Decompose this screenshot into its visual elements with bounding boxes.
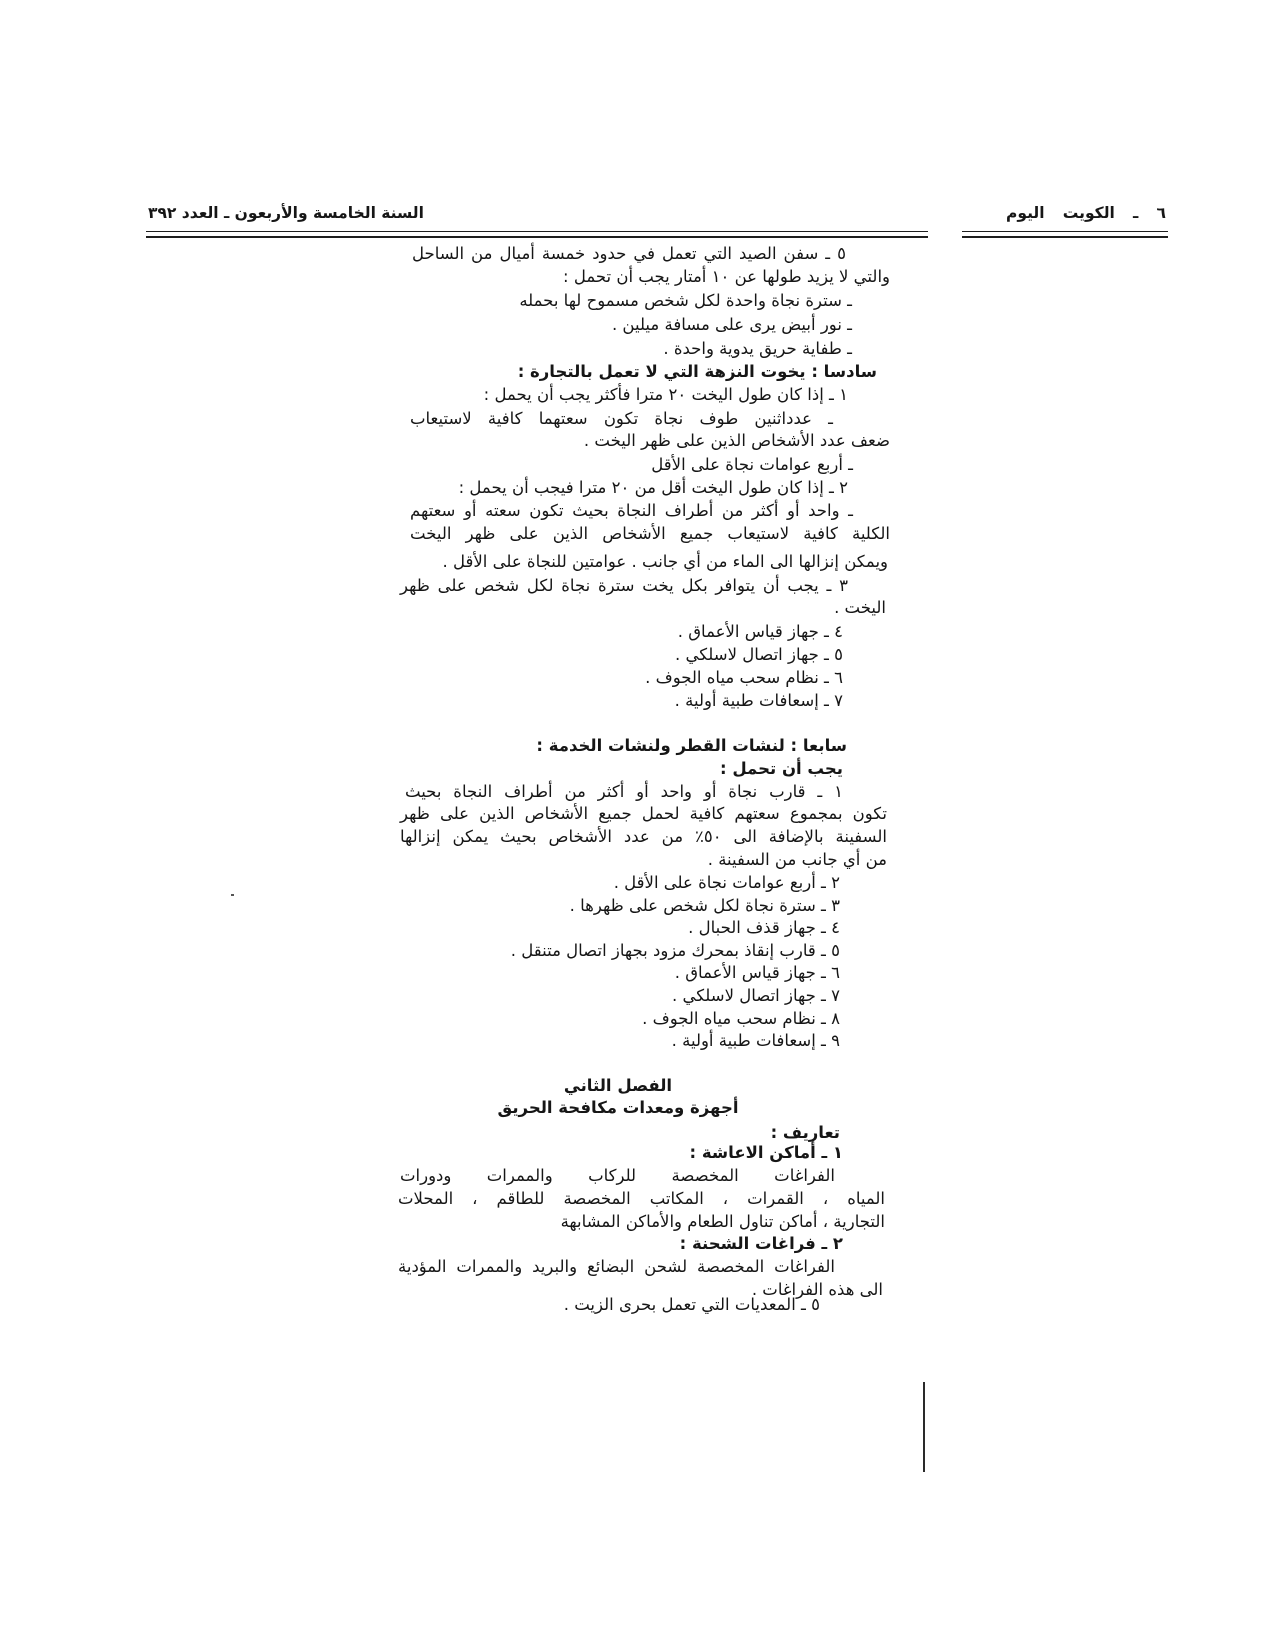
yachts-line: ويمكن إنزالها الى الماء من أي جانب . عوامتين للنجاة على الأقل . <box>442 552 888 571</box>
chapter-title: الفصل الثاني <box>563 1076 673 1095</box>
yachts-line: ضعف عدد الأشخاص الذين على ظهر اليخت . <box>583 431 890 450</box>
tugs-line: ٩ ـ إسعافات طبية أولية . <box>671 1031 840 1050</box>
yachts-line: ٦ ـ نظام سحب مياه الجوف . <box>645 668 843 687</box>
tugs-line: ٥ ـ قارب إنقاذ بمحرك مزود بجهاز اتصال متنقل . <box>510 941 840 960</box>
cargo-spaces-line: الفراغات المخصصة لشحن البضائع والبريد والممرات المؤدية <box>398 1257 835 1276</box>
tugs-line: ٤ ـ جهاز قذف الحبال . <box>688 918 840 937</box>
yachts-line: ٣ ـ يجب أن يتوافر بكل يخت سترة نجاة لكل شخص على ظهر <box>400 576 848 595</box>
definitions-heading: تعاريف : <box>770 1123 840 1142</box>
yachts-line: ٥ ـ جهاز اتصال لاسلكي . <box>674 645 843 664</box>
fishing-boats-heading-continued: والتي لا يزيد طولها عن ١٠ أمتار يجب أن تحمل : <box>563 267 890 286</box>
scan-speck <box>231 894 234 896</box>
tugs-line: ٨ ـ نظام سحب مياه الجوف . <box>642 1009 840 1028</box>
tugs-line: السفينة بالإضافة الى ٥٠٪ من عدد الأشخاص بحيث يمكن إنزالها <box>400 827 887 846</box>
issue-info: السنة الخامسة والأربعون ـ العدد ٣٩٢ <box>148 204 424 222</box>
header-double-rule-left <box>146 231 928 238</box>
yachts-line: ـ عدداثنين طوف نجاة تكون سعتهما كافية لاستيعاب <box>410 409 833 428</box>
header-double-rule-right <box>962 231 1168 238</box>
accommodation-heading: ١ ـ أماكن الاعاشة : <box>689 1143 843 1162</box>
yachts-line: ١ ـ إذا كان طول اليخت ٢٠ مترا فأكثر يجب أن يحمل : <box>483 385 848 404</box>
yachts-line: الكلية كافية لاستيعاب جميع الأشخاص الذين على ظهر اليخت <box>410 524 890 543</box>
cargo-spaces-line: الى هذه الفراغات . <box>751 1280 883 1299</box>
tugs-line: ٦ ـ جهاز قياس الأعماق . <box>674 963 840 982</box>
fishing-boats-item: ـ طفاية حريق يدوية واحدة . <box>663 339 852 358</box>
tugs-line: ٢ ـ أربع عوامات نجاة على الأقل . <box>613 873 840 892</box>
cargo-spaces-heading: ٢ ـ فراغات الشحنة : <box>679 1234 843 1253</box>
tugs-line: ١ ـ قارب نجاة أو واحد أو أكثر من أطراف النجاة بحيث <box>405 782 843 801</box>
tugs-line: من أي جانب من السفينة . <box>707 850 887 869</box>
accommodation-line: الفراغات المخصصة للركاب والممرات ودورات <box>400 1166 835 1185</box>
tugs-section-intro: يجب أن تحمل : <box>719 759 843 778</box>
yachts-line: ٧ ـ إسعافات طبية أولية . <box>674 691 843 710</box>
chapter-subtitle: أجهزة ومعدات مكافحة الحريق <box>497 1098 739 1117</box>
accommodation-line: المياه ، القمرات ، المكاتب المخصصة للطاقم ، المحلات <box>398 1189 885 1208</box>
yachts-section-heading: سادسا : يخوت النزهة التي لا تعمل بالتجارة : <box>517 362 877 381</box>
yachts-line: اليخت . <box>834 598 886 617</box>
overprinted-line: ٥ ـ المعديات التي تعمل بحرى الزيت . <box>563 1295 820 1314</box>
tugs-line: ٣ ـ سترة نجاة لكل شخص على ظهرها . <box>569 896 840 915</box>
tugs-line: تكون بمجموع سعتهم كافية لحمل جميع الأشخاص الذين على ظهر <box>400 804 887 823</box>
tugs-section-heading: سابعا : لنشات القطر ولنشات الخدمة : <box>536 736 847 755</box>
fishing-boats-heading: ٥ ـ سفن الصيد التي تعمل في حدود خمسة أميال من الساحل <box>412 244 846 263</box>
yachts-line: ـ أربع عوامات نجاة على الأقل <box>651 455 853 474</box>
page-number-and-publication: ٦ ـ الكويت اليوم <box>1006 204 1166 222</box>
yachts-line: ـ واحد أو أكثر من أطراف النجاة بحيث تكون سعته أو سعتهم <box>410 501 853 520</box>
yachts-line: ٢ ـ إذا كان طول اليخت أقل من ٢٠ مترا فيجب أن يحمل : <box>458 478 848 497</box>
tugs-line: ٧ ـ جهاز اتصال لاسلكي . <box>671 986 840 1005</box>
fishing-boats-item: ـ نور أبيض يرى على مسافة ميلين . <box>611 315 852 334</box>
fishing-boats-item: ـ سترة نجاة واحدة لكل شخص مسموح لها بحمله <box>519 291 852 310</box>
column-rule <box>923 1382 925 1472</box>
yachts-line: ٤ ـ جهاز قياس الأعماق . <box>677 622 843 641</box>
accommodation-line: التجارية ، أماكن تناول الطعام والأماكن المشابهة <box>560 1212 885 1231</box>
